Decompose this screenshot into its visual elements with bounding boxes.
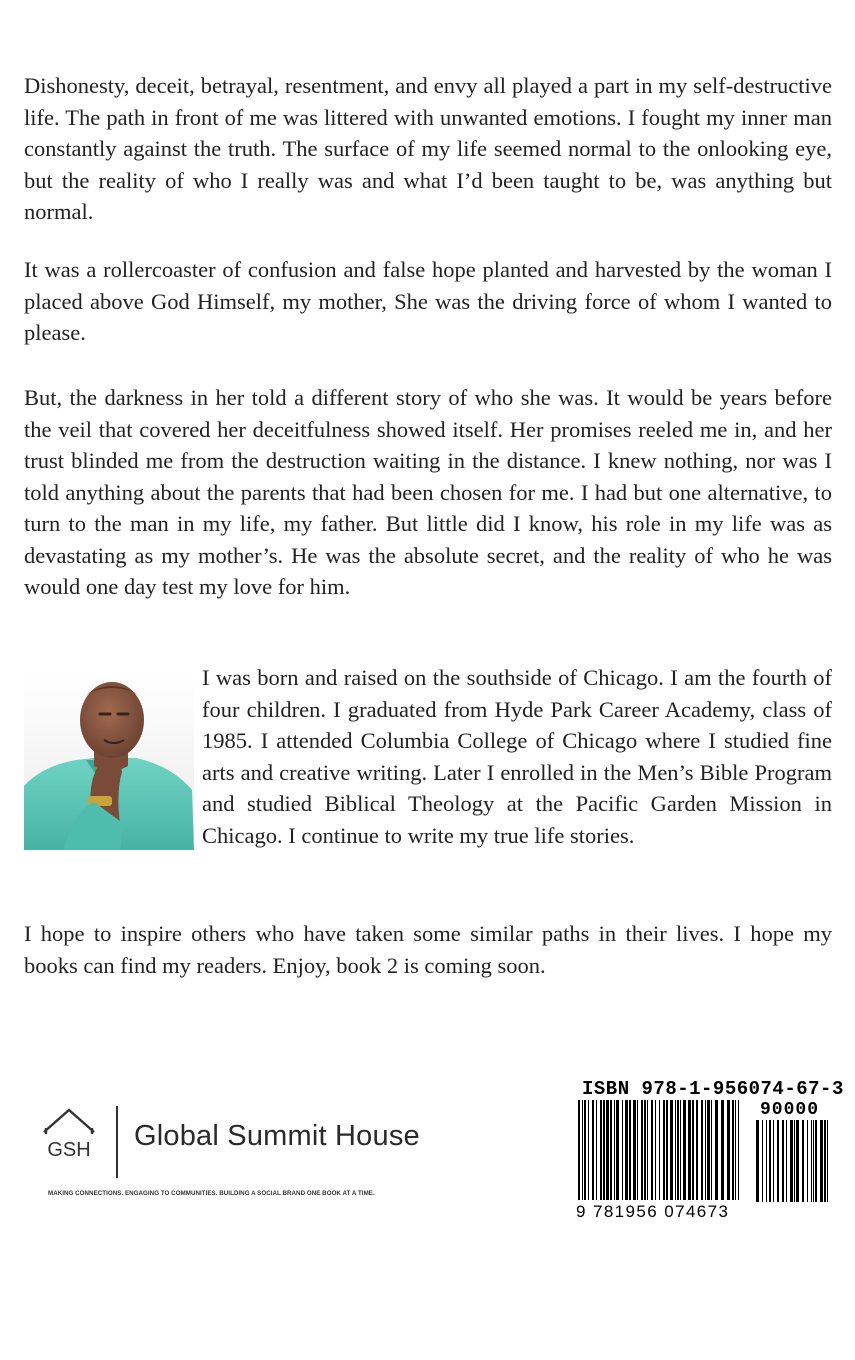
paragraph-intro: Dishonesty, deceit, betrayal, resentment, and envy all played a part in my self-destructive life. The path in front of me was littered with unwanted emotions. I fought my inner man constantly against the truth. The surface of my life seemed normal to the onlooking eye, but the reality of who I really was and what I’d been taught to be, was anything but normal. [24, 73, 832, 224]
house-roof-icon [38, 1104, 100, 1166]
price-code: 90000 [760, 1100, 820, 1120]
paragraph-darkness: But, the darkness in her told a different story of who she was. It would be years before the veil that covered her deceitfulness showed itself. Her promises reeled me in, and her trust blinded me from the destruction waiting in the distance. I knew nothing, nor was I told anything about the parents that had been chosen for me. I had but one alternative, to turn to the man in my life, my father. But little did I know, his role in my life was as devastating as my mother’s. He was the absolute secret, and the reality of who he was would one day test my love for him. [24, 385, 832, 599]
publisher-tagline: MAKING CONNECTIONS. ENGAGING TO COMMUNITIES. BUILDING A SOCIAL BRAND ONE BOOK AT A TIME. [48, 1190, 375, 1197]
ean-digits: 9 781956 074673 [576, 1202, 730, 1221]
paragraph-closing: I hope to inspire others who have taken some similar paths in their lives. I hope my books can find my readers. Enjoy, book 2 is coming soon. [24, 921, 832, 978]
isbn-label: ISBN 978-1-956074-67-3 [582, 1078, 844, 1100]
publisher-logo [38, 1104, 438, 1204]
paragraph-mother: It was a rollercoaster of confusion and false hope planted and harvested by the woman I placed above God Himself, my mother, She was the driving force of whom I wanted to please. [24, 257, 832, 345]
author-photo [24, 674, 194, 850]
author-portrait-icon [24, 674, 194, 850]
publisher-name: Global Summit House [134, 1120, 420, 1152]
isbn-barcode [576, 1078, 844, 1223]
logo-letters: GSH [47, 1139, 91, 1161]
author-bio [24, 662, 832, 854]
author-bio-text: I was born and raised on the southside of Chicago. I am the fourth of four children. I graduated from Hyde Park Career Academy, class of 1985. I attended Columbia College of Chicago where I studied fine arts and creative writing. Later I enrolled in the Men’s Bible Program and studied Biblical Theology at the Pacific Garden Mission in Chicago. I continue to write my true life stories. [202, 665, 832, 848]
logo-divider [116, 1106, 118, 1178]
